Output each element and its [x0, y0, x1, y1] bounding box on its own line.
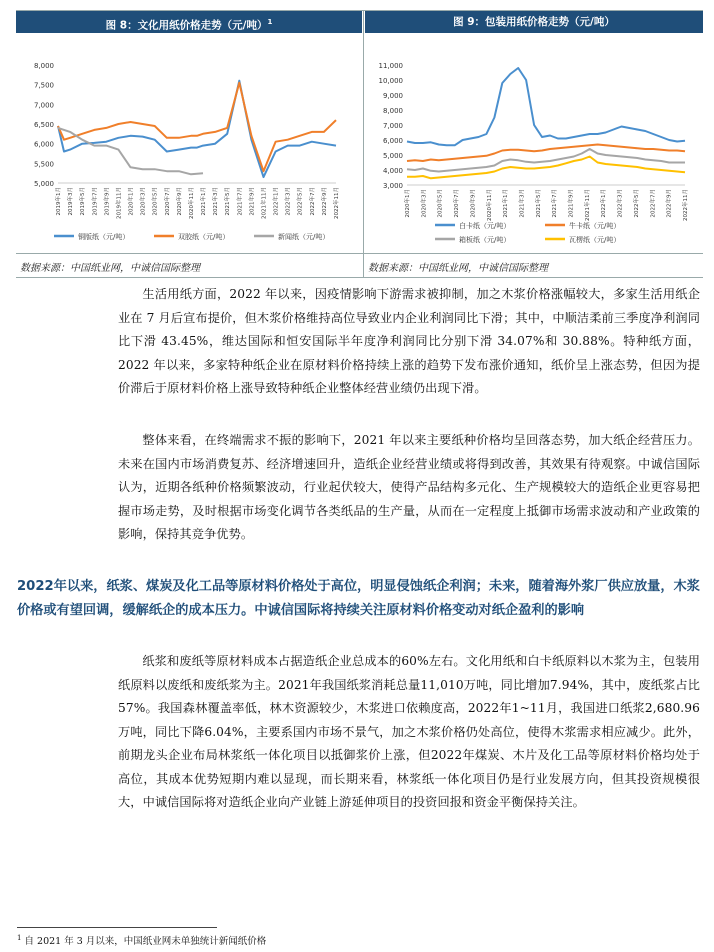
- x-tick-label: 2020年7月: [164, 187, 171, 216]
- x-tick-label: 2022年9月: [321, 187, 328, 216]
- legend-label: 白卡纸（元/吨）: [459, 222, 511, 230]
- x-tick-label: 2021年5月: [225, 187, 232, 216]
- x-tick-label: 2020年11月: [486, 189, 493, 221]
- paragraph-overall-outlook: 整体来看，在终端需求不振的影响下，2021 年以来主要纸种价格均呈回落态势，加大纸企经营压力。未来在国内市场消费复苏、经济增速回升，造纸企业经营业绩或将得到改善，其效果有待观察。中诚信国际认为，近期各纸种价格频繁波动，行业起伏较大，使得产品结构多元化、生产规模较大的造纸企业更容易把握市场走势，及时根据市场变化调节各类纸品的生产量，从而在一定程度上抵御市场需求波动和产业政策的影响，保持其竞争优势。: [118, 433, 700, 541]
- footnote-rule: [17, 927, 217, 928]
- y-tick-label: 6,500: [33, 121, 54, 129]
- figure-9-source: 数据来源：中国纸业网，中诚信国际整理: [368, 263, 548, 274]
- x-tick-label: 2021年9月: [568, 189, 575, 218]
- x-tick-label: 2019年9月: [104, 187, 111, 216]
- x-tick-label: 2020年3月: [140, 187, 147, 216]
- x-tick-label: 2022年1月: [601, 189, 608, 218]
- x-tick-label: 2022年3月: [285, 187, 292, 216]
- y-tick-label: 8,000: [33, 62, 54, 70]
- x-tick-label: 2020年11月: [188, 187, 195, 219]
- x-tick-label: 2021年7月: [237, 187, 244, 216]
- y-tick-label: 5,000: [382, 152, 403, 160]
- x-tick-label: 2022年7月: [309, 187, 316, 216]
- x-tick-label: 2020年1月: [405, 189, 411, 218]
- legend-label: 双胶纸（元/吨）: [178, 233, 230, 241]
- paragraph-household-paper: 生活用纸方面，2022 年以来，因疫情影响下游需求被抑制，加之木浆价格涨幅较大，多家生活用纸企业在 7 月后宣布提价，但木浆价格维持高位导致业内企业利润同比下滑；其中，中顺洁柔前三季度净利润同比下滑 43.45%，维达国际和恒安国际半年度净利润同比分别下滑 34.07%和 30.88%。特种纸方面，2022 年以来，多家特种纸企业在原材料价格持续上涨的趋势下发布涨价通知，纸价呈上涨态势，但因为提价滞后于原材料价格上涨导致特种纸企业整体经营业绩仍出现下滑。: [118, 287, 700, 395]
- x-tick-label: 2021年1月: [503, 189, 510, 218]
- x-tick-label: 2022年11月: [683, 189, 689, 221]
- packaging-paper-price-chart: [365, 35, 703, 251]
- y-tick-label: 6,000: [33, 140, 54, 149]
- y-tick-label: 8,000: [382, 107, 403, 115]
- x-tick-label: 2019年5月: [80, 187, 87, 216]
- y-tick-label: 7,500: [33, 81, 54, 90]
- y-tick-label: 5,000: [33, 180, 54, 188]
- x-tick-label: 2022年5月: [633, 189, 640, 218]
- figure-panel: [16, 10, 703, 278]
- series-line-1: [58, 83, 336, 172]
- footnote: $^1$ 自 2021 年 3 月以来，中国纸业网未单独统计新闻纸价格: [17, 933, 267, 947]
- x-tick-label: 2022年11月: [334, 187, 340, 219]
- x-tick-label: 2020年9月: [176, 187, 183, 216]
- section-heading: 2022年以来，纸浆、煤炭及化工品等原材料价格处于高位，明显侵蚀纸企利润；未来，随着海外浆厂供应放量，木浆价格或有望回调，缓解纸企的成本压力。中诚信国际将持续关注原材料价格变动对纸企盈利的影响: [17, 579, 700, 618]
- x-tick-label: 2021年3月: [519, 189, 526, 218]
- paragraph-raw-materials: 纸浆和废纸等原材料成本占据造纸企业总成本的60%左右。文化用纸和白卡纸原料以木浆为主，包装用纸原料以废纸和废纸浆为主。2021年我国纸浆消耗总量11,010万吨，同比增加7.94%，其中，废纸浆占比57%。我国森林覆盖率低，林木资源较少，木浆进口依赖度高，2022年1~11月，我国进口纸浆2,680.96万吨，同比下降6.04%，主要系国内市场不景气，加之木浆价格仍处高位，使得木浆需求相应减少。此外，前期龙头企业布局林浆纸一体化项目以抵御浆价上涨，但2022年煤炭、木片及化工品等原材料价格均处于高位，其成本优势短期内难以显现，而长期来看，林浆纸一体化项目仍是行业发展方向，但其投资规模很大，中诚信国际将对造纸企业向产业链上游延伸项目的投资回报和资金平衡保持关注。: [118, 654, 700, 809]
- y-tick-label: 11,000: [378, 62, 403, 70]
- x-tick-label: 2019年3月: [68, 187, 75, 216]
- x-tick-label: 2021年7月: [552, 189, 559, 218]
- x-tick-label: 2021年1月: [201, 187, 208, 216]
- x-tick-label: 2021年11月: [584, 189, 591, 221]
- x-tick-label: 2021年9月: [249, 187, 256, 216]
- figure-8-title: 图 8：文化用纸价格走势（元/吨）$^1$: [16, 11, 362, 33]
- legend-label: 牛卡纸（元/吨）: [569, 222, 621, 230]
- y-tick-label: 5,500: [33, 160, 54, 169]
- x-tick-label: 2022年1月: [273, 187, 280, 216]
- y-tick-label: 6,000: [382, 137, 403, 145]
- x-tick-label: 2020年9月: [470, 189, 477, 218]
- x-tick-label: 2020年5月: [152, 187, 159, 216]
- y-tick-label: 4,000: [382, 167, 403, 175]
- y-tick-label: 7,000: [33, 101, 54, 110]
- x-tick-label: 2020年3月: [421, 189, 428, 218]
- series-line-0: [407, 68, 685, 145]
- legend-label: 铜版纸（元/吨）: [78, 233, 130, 241]
- x-tick-label: 2022年7月: [650, 189, 657, 218]
- y-tick-label: 3,000: [382, 182, 403, 190]
- legend-label: 瓦楞纸（元/吨）: [569, 236, 621, 244]
- x-tick-label: 2021年11月: [261, 187, 268, 219]
- x-tick-label: 2021年3月: [213, 187, 220, 216]
- y-tick-label: 10,000: [378, 77, 403, 85]
- x-tick-label: 2020年7月: [454, 189, 461, 218]
- source-divider: [16, 253, 703, 254]
- figure-8-source: 数据来源：中国纸业网，中诚信国际整理: [20, 263, 200, 274]
- culture-paper-price-chart: [16, 35, 362, 251]
- legend-label: 箱板纸（元/吨）: [459, 236, 511, 244]
- x-tick-label: 2019年7月: [92, 187, 99, 216]
- x-tick-label: 2020年1月: [128, 187, 135, 216]
- x-tick-label: 2022年5月: [297, 187, 304, 216]
- x-tick-label: 2021年5月: [535, 189, 542, 218]
- y-tick-label: 7,000: [382, 122, 403, 130]
- x-tick-label: 2022年9月: [666, 189, 673, 218]
- legend-label: 新闻纸（元/吨）: [278, 233, 330, 241]
- x-tick-label: 2019年11月: [116, 187, 123, 219]
- y-tick-label: 9,000: [382, 92, 403, 100]
- x-tick-label: 2022年3月: [617, 189, 624, 218]
- figure-9-title: 图 9：包装用纸价格走势（元/吨）: [365, 11, 703, 33]
- x-tick-label: 2020年5月: [437, 189, 444, 218]
- x-tick-label: 2019年1月: [56, 187, 62, 216]
- figure-divider: [363, 11, 364, 277]
